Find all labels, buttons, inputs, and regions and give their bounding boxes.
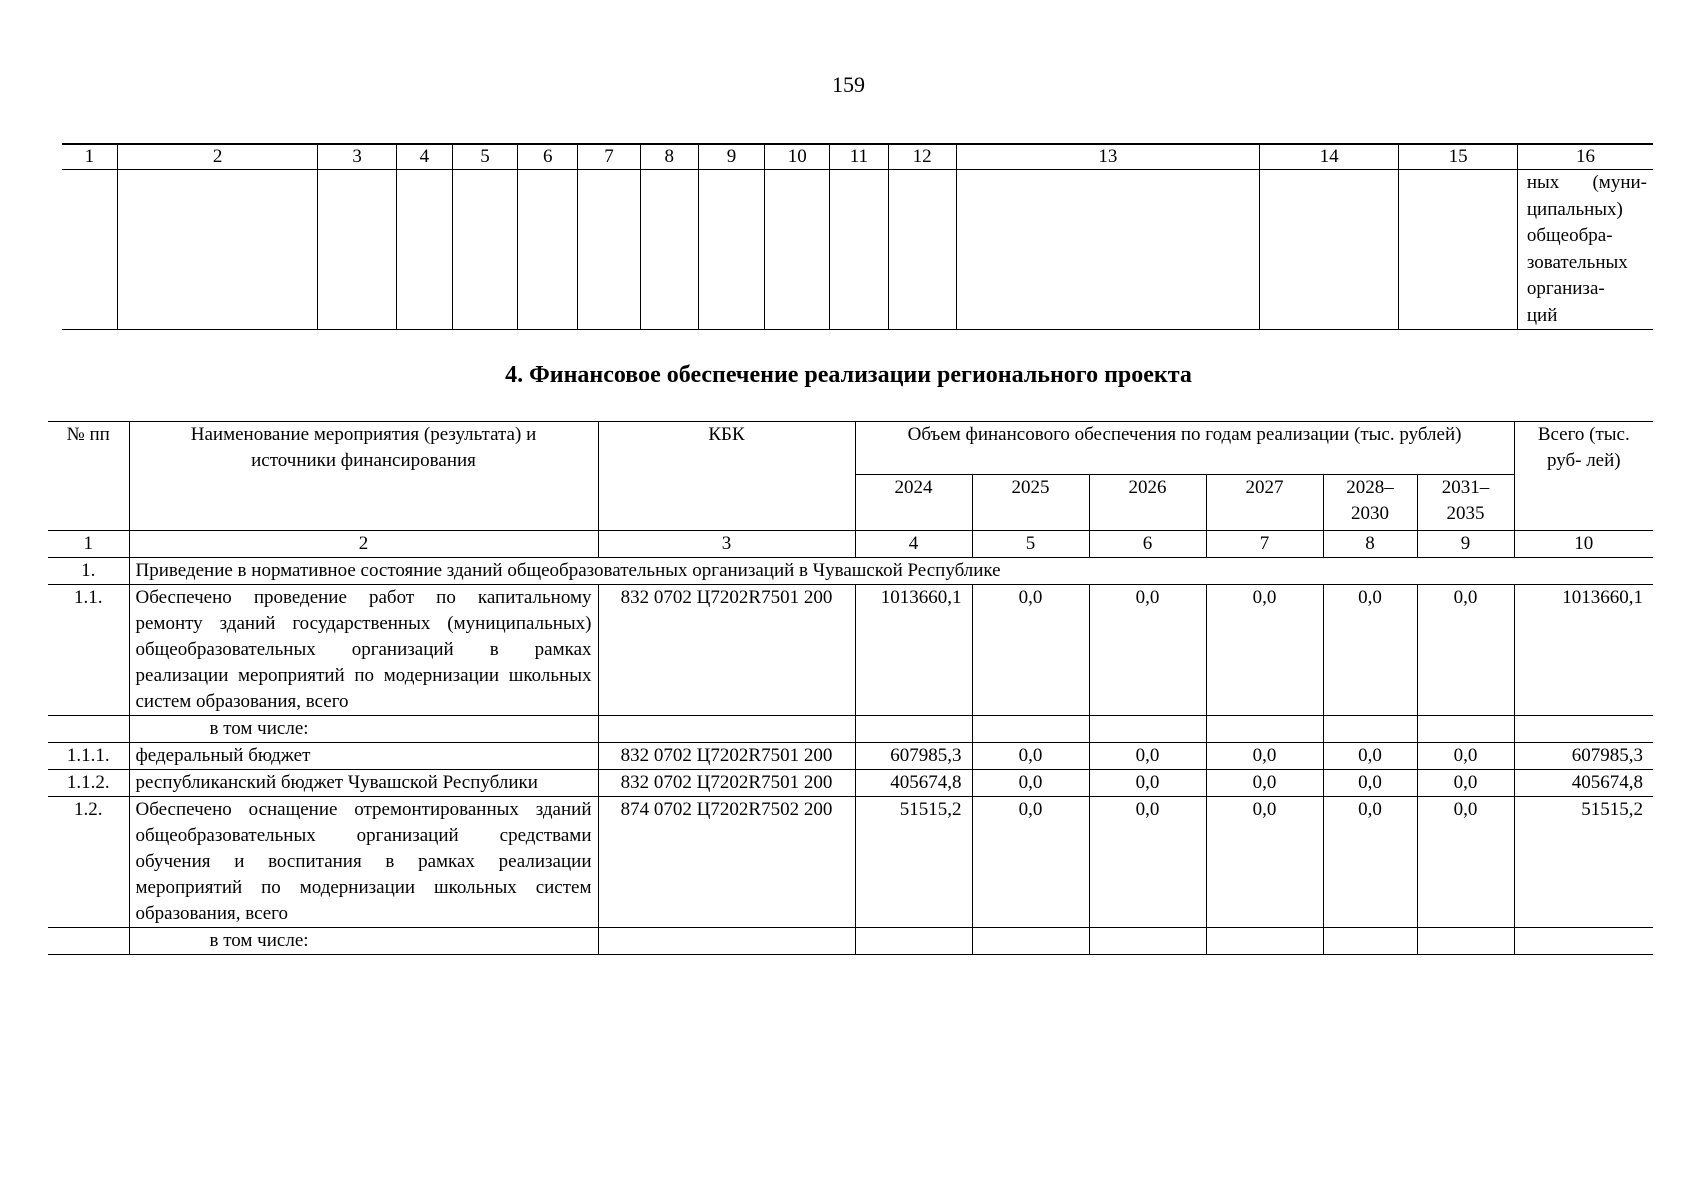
table-cell bbox=[972, 716, 1089, 743]
row-value: 0,0 bbox=[1323, 743, 1417, 770]
column-number: 11 bbox=[830, 144, 888, 170]
row-value: 0,0 bbox=[1417, 770, 1514, 797]
table-cell bbox=[452, 170, 517, 330]
continuation-table bbox=[62, 143, 1653, 330]
column-number: 2 bbox=[129, 531, 598, 558]
row-kbk: 832 0702 Ц7202R7501 200 bbox=[598, 770, 855, 797]
header-year: 2025 bbox=[972, 475, 1089, 531]
row-value: 0,0 bbox=[1323, 797, 1417, 928]
column-number: 16 bbox=[1517, 144, 1653, 170]
including-label: в том числе: bbox=[129, 928, 598, 955]
column-number: 9 bbox=[1417, 531, 1514, 558]
row-number: 1.1. bbox=[48, 585, 129, 716]
table-row bbox=[48, 585, 1653, 716]
table-cell bbox=[855, 716, 972, 743]
header-row bbox=[48, 422, 1653, 475]
row-value: 0,0 bbox=[1206, 797, 1323, 928]
header-kbk: КБК bbox=[598, 422, 855, 531]
column-number-row bbox=[48, 531, 1653, 558]
table-cell bbox=[972, 928, 1089, 955]
header-name: Наименование мероприятия (результата) и источники финансирования bbox=[129, 422, 598, 531]
row-kbk: 832 0702 Ц7202R7501 200 bbox=[598, 743, 855, 770]
header-num: № пп bbox=[48, 422, 129, 531]
col16-line: общеобра- bbox=[1526, 225, 1613, 246]
row-value: 0,0 bbox=[1417, 797, 1514, 928]
header-total: Всего (тыс. руб- лей) bbox=[1514, 422, 1653, 531]
row-number: 1.2. bbox=[48, 797, 129, 928]
table-cell bbox=[598, 928, 855, 955]
table-cell bbox=[62, 170, 117, 330]
table-cell bbox=[318, 170, 396, 330]
column-number: 7 bbox=[578, 144, 640, 170]
column-number: 4 bbox=[855, 531, 972, 558]
section-title: 4. Финансовое обеспечение реализации регионального проекта bbox=[505, 362, 1192, 388]
row-value: 0,0 bbox=[1323, 585, 1417, 716]
table-cell bbox=[1514, 928, 1653, 955]
column-number: 10 bbox=[765, 144, 830, 170]
header-year: 2028–2030 bbox=[1323, 475, 1417, 531]
row-value: 607985,3 bbox=[855, 743, 972, 770]
table-row bbox=[48, 770, 1653, 797]
table-cell bbox=[48, 716, 129, 743]
row-total: 51515,2 bbox=[1514, 797, 1653, 928]
row-value: 0,0 bbox=[972, 585, 1089, 716]
table-cell bbox=[598, 716, 855, 743]
column-number: 3 bbox=[318, 144, 396, 170]
table-cell bbox=[1089, 716, 1206, 743]
row-value: 0,0 bbox=[1089, 743, 1206, 770]
col16-text-cell bbox=[1517, 170, 1653, 330]
table-cell bbox=[830, 170, 888, 330]
table-cell bbox=[1417, 716, 1514, 743]
table-cell bbox=[117, 170, 318, 330]
column-number: 12 bbox=[888, 144, 956, 170]
table-row bbox=[48, 743, 1653, 770]
col16-line: ципальных) bbox=[1526, 198, 1623, 220]
column-number-row bbox=[62, 144, 1653, 170]
including-label: в том числе: bbox=[129, 716, 598, 743]
row-number: 1.1.1. bbox=[48, 743, 129, 770]
row-name: федеральный бюджет bbox=[129, 743, 598, 770]
row-total: 1013660,1 bbox=[1514, 585, 1653, 716]
row-value: 0,0 bbox=[1206, 743, 1323, 770]
table-cell bbox=[1089, 928, 1206, 955]
row-value: 0,0 bbox=[1206, 770, 1323, 797]
table-cell bbox=[1399, 170, 1517, 330]
header-year: 2031–2035 bbox=[1417, 475, 1514, 531]
table-row bbox=[48, 797, 1653, 928]
row-value: 0,0 bbox=[972, 797, 1089, 928]
row-value: 0,0 bbox=[972, 770, 1089, 797]
row-number: 1. bbox=[48, 558, 129, 585]
col16-line: зовательных bbox=[1526, 251, 1628, 273]
table-cell bbox=[855, 928, 972, 955]
page-number: 159 bbox=[832, 72, 865, 97]
table-cell bbox=[888, 170, 956, 330]
header-volume: Объем финансового обеспечения по годам реализации (тыс. рублей) bbox=[855, 422, 1514, 475]
column-number: 6 bbox=[1089, 531, 1206, 558]
column-number: 5 bbox=[972, 531, 1089, 558]
table-cell bbox=[1514, 716, 1653, 743]
row-name: республиканский бюджет Чувашской Республики bbox=[129, 770, 598, 797]
section-row-text: Приведение в нормативное состояние зданий общеобразовательных организаций в Чувашской Республике bbox=[129, 558, 1653, 585]
row-value: 51515,2 bbox=[855, 797, 972, 928]
column-number: 1 bbox=[62, 144, 117, 170]
table-cell bbox=[396, 170, 452, 330]
row-value: 0,0 bbox=[972, 743, 1089, 770]
row-total: 405674,8 bbox=[1514, 770, 1653, 797]
table-cell bbox=[518, 170, 578, 330]
row-value: 1013660,1 bbox=[855, 585, 972, 716]
table-cell bbox=[1259, 170, 1399, 330]
col16-line: ций bbox=[1526, 304, 1558, 326]
column-number: 2 bbox=[117, 144, 318, 170]
including-row bbox=[48, 928, 1653, 955]
header-year: 2027 bbox=[1206, 475, 1323, 531]
table-cell bbox=[698, 170, 764, 330]
table-cell bbox=[956, 170, 1259, 330]
column-number: 3 bbox=[598, 531, 855, 558]
table-cell bbox=[1417, 928, 1514, 955]
row-number: 1.1.2. bbox=[48, 770, 129, 797]
column-number: 13 bbox=[956, 144, 1259, 170]
continuation-row bbox=[62, 170, 1653, 330]
row-name: Обеспечено оснащение отремонтированных зданий общеобразовательных организаций средствами обучения и воспитания в рамках реализации мероприятий по модернизации школьных систем образования, всего bbox=[129, 797, 598, 928]
row-kbk: 832 0702 Ц7202R7501 200 bbox=[598, 585, 855, 716]
column-number: 4 bbox=[396, 144, 452, 170]
row-value: 0,0 bbox=[1089, 585, 1206, 716]
table-cell bbox=[578, 170, 640, 330]
column-number: 6 bbox=[518, 144, 578, 170]
col16-line: ных (муни- bbox=[1526, 172, 1647, 193]
table-cell bbox=[1323, 928, 1417, 955]
table-cell bbox=[1323, 716, 1417, 743]
row-value: 405674,8 bbox=[855, 770, 972, 797]
column-number: 5 bbox=[452, 144, 517, 170]
column-number: 10 bbox=[1514, 531, 1653, 558]
row-name: Обеспечено проведение работ по капитальному ремонту зданий государственных (муниципальных) общеобразовательных организаций в рамках реализации мероприятий по модернизации школьных систем образования, всего bbox=[129, 585, 598, 716]
column-number: 15 bbox=[1399, 144, 1517, 170]
table-cell bbox=[1206, 716, 1323, 743]
col16-line: организа- bbox=[1526, 278, 1605, 299]
column-number: 8 bbox=[640, 144, 698, 170]
column-number: 1 bbox=[48, 531, 129, 558]
row-value: 0,0 bbox=[1089, 797, 1206, 928]
including-row bbox=[48, 716, 1653, 743]
table-cell bbox=[765, 170, 830, 330]
row-value: 0,0 bbox=[1417, 585, 1514, 716]
column-number: 7 bbox=[1206, 531, 1323, 558]
column-number: 9 bbox=[698, 144, 764, 170]
table-cell bbox=[640, 170, 698, 330]
row-value: 0,0 bbox=[1206, 585, 1323, 716]
financing-table bbox=[48, 421, 1653, 955]
row-total: 607985,3 bbox=[1514, 743, 1653, 770]
column-number: 14 bbox=[1259, 144, 1399, 170]
row-value: 0,0 bbox=[1417, 743, 1514, 770]
header-year: 2026 bbox=[1089, 475, 1206, 531]
table-cell bbox=[1206, 928, 1323, 955]
section-row bbox=[48, 558, 1653, 585]
row-value: 0,0 bbox=[1089, 770, 1206, 797]
column-number: 8 bbox=[1323, 531, 1417, 558]
header-year: 2024 bbox=[855, 475, 972, 531]
table-cell bbox=[48, 928, 129, 955]
row-value: 0,0 bbox=[1323, 770, 1417, 797]
row-kbk: 874 0702 Ц7202R7502 200 bbox=[598, 797, 855, 928]
